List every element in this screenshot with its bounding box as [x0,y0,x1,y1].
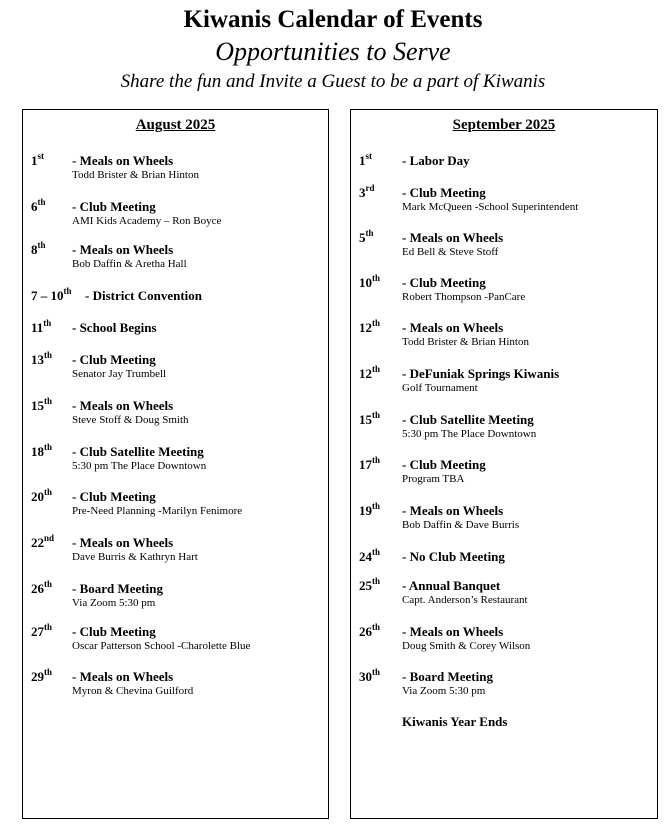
page-tagline: Share the fun and Invite a Guest to be a part of Kiwanis [120,71,546,92]
event-day: 27th [31,621,53,639]
event-item [359,546,653,567]
event-detail: 5:30 pm The Place Downtown [402,428,537,440]
event-day: 13th [31,349,53,367]
event-day: 22nd [31,532,55,550]
event-title: - Club Meeting [72,489,156,504]
page-subtitle: Opportunities to Serve [215,37,451,66]
event-detail: Robert Thompson -PanCare [402,291,526,303]
event-day: 25th [359,575,381,593]
event-item [31,317,324,338]
event-title: - Meals on Wheels [72,153,174,168]
event-day: 17th [359,454,381,472]
event-day: 10th [359,272,381,290]
event-day: 1st [359,150,372,168]
event-day: 26th [359,621,381,639]
event-title: - No Club Meeting [402,549,505,564]
event-title: - Club Meeting [402,457,486,472]
event-title: - DeFuniak Springs Kiwanis [402,366,560,381]
event-day: 8th [31,239,46,257]
september-panel [350,109,658,819]
event-title: - Board Meeting [402,669,493,684]
event-day: 26th [31,578,53,596]
event-day: 5th [359,227,374,245]
event-title: - Meals on Wheels [402,624,504,639]
event-item [359,454,653,485]
event-day: 3rd [359,182,375,200]
event-item [31,578,324,609]
event-detail: Pre-Need Planning -Marilyn Fenimore [72,505,243,517]
kiwanis-year-ends: Kiwanis Year Ends [402,714,508,729]
event-detail: Steve Stoff & Doug Smith [72,414,189,426]
event-day: 12th [359,363,381,381]
event-detail: Senator Jay Trumbell [72,368,167,380]
event-day: 19th [359,500,381,518]
event-title: - Meals on Wheels [402,320,504,335]
event-detail: Todd Brister & Brian Hinton [402,336,529,348]
event-title: - Club Satellite Meeting [72,444,204,459]
event-detail: Doug Smith & Corey Wilson [402,640,531,652]
event-title: - Meals on Wheels [72,669,174,684]
event-item [31,196,324,227]
event-day: 20th [31,486,53,504]
event-title: - Club Meeting [402,185,486,200]
event-detail: Todd Brister & Brian Hinton [72,169,199,181]
event-item [31,441,324,472]
event-title: - Meals on Wheels [402,230,504,245]
event-item [359,666,653,697]
event-item [31,395,324,426]
event-title: - Meals on Wheels [402,503,504,518]
event-item [31,486,324,517]
event-title: - Club Satellite Meeting [402,412,534,427]
event-detail: Dave Burris & Kathryn Hart [72,551,198,563]
event-item [31,621,324,652]
event-item [359,409,653,440]
event-detail: Oscar Patterson School -Charolette Blue [72,640,251,652]
event-title: - Club Meeting [402,275,486,290]
event-item [31,666,324,697]
event-item [31,285,324,306]
event-day: 6th [31,196,46,214]
event-item [31,150,324,181]
event-detail: Myron & Chevina Guilford [72,685,194,697]
event-title: - Board Meeting [72,581,163,596]
event-day: 15th [359,409,381,427]
event-day: 24th [359,546,381,564]
event-item [359,363,653,394]
event-detail: Bob Daffin & Aretha Hall [72,258,187,270]
event-title: - Meals on Wheels [72,398,174,413]
event-day: 29th [31,666,53,684]
event-title: - Club Meeting [72,352,156,367]
august-panel [22,109,329,819]
event-item [359,182,653,213]
month-heading-september: September 2025 [452,117,556,133]
event-day: 15th [31,395,53,413]
event-detail: Via Zoom 5:30 pm [72,597,156,609]
event-item [31,239,324,270]
event-title: - Meals on Wheels [72,242,174,257]
event-title: - Annual Banquet [402,578,501,593]
event-detail: Capt. Anderson’s Restaurant [402,594,528,606]
event-detail: Via Zoom 5:30 pm [402,685,486,697]
event-detail: 5:30 pm The Place Downtown [72,460,207,472]
event-detail: Ed Bell & Steve Stoff [402,246,499,258]
event-item [359,150,653,171]
event-title: - School Begins [72,320,157,335]
event-item [31,532,324,563]
event-title: - Labor Day [402,153,470,168]
event-item [359,621,653,652]
event-item [359,500,653,531]
event-item [359,317,653,348]
event-day: 18th [31,441,53,459]
event-detail: Golf Tournament [402,382,478,394]
page-title: Kiwanis Calendar of Events [183,6,483,33]
event-item [31,349,324,380]
event-detail: Mark McQueen -School Superintendent [402,201,579,213]
event-day: 11th [31,317,52,335]
event-item [359,272,653,303]
event-item [359,575,653,606]
event-day: 12th [359,317,381,335]
event-day: 1st [31,150,44,168]
event-detail: Bob Daffin & Dave Burris [402,519,520,531]
event-detail: Program TBA [402,473,465,485]
event-title: - District Convention [85,288,202,303]
event-item [359,227,653,258]
event-title: - Club Meeting [72,624,156,639]
event-day: 30th [359,666,381,684]
event-title: - Meals on Wheels [72,535,174,550]
event-title: - Club Meeting [72,199,156,214]
event-day: 7 – 10th [31,285,72,303]
month-heading-august: August 2025 [135,117,216,133]
event-detail: AMI Kids Academy – Ron Boyce [72,215,222,227]
